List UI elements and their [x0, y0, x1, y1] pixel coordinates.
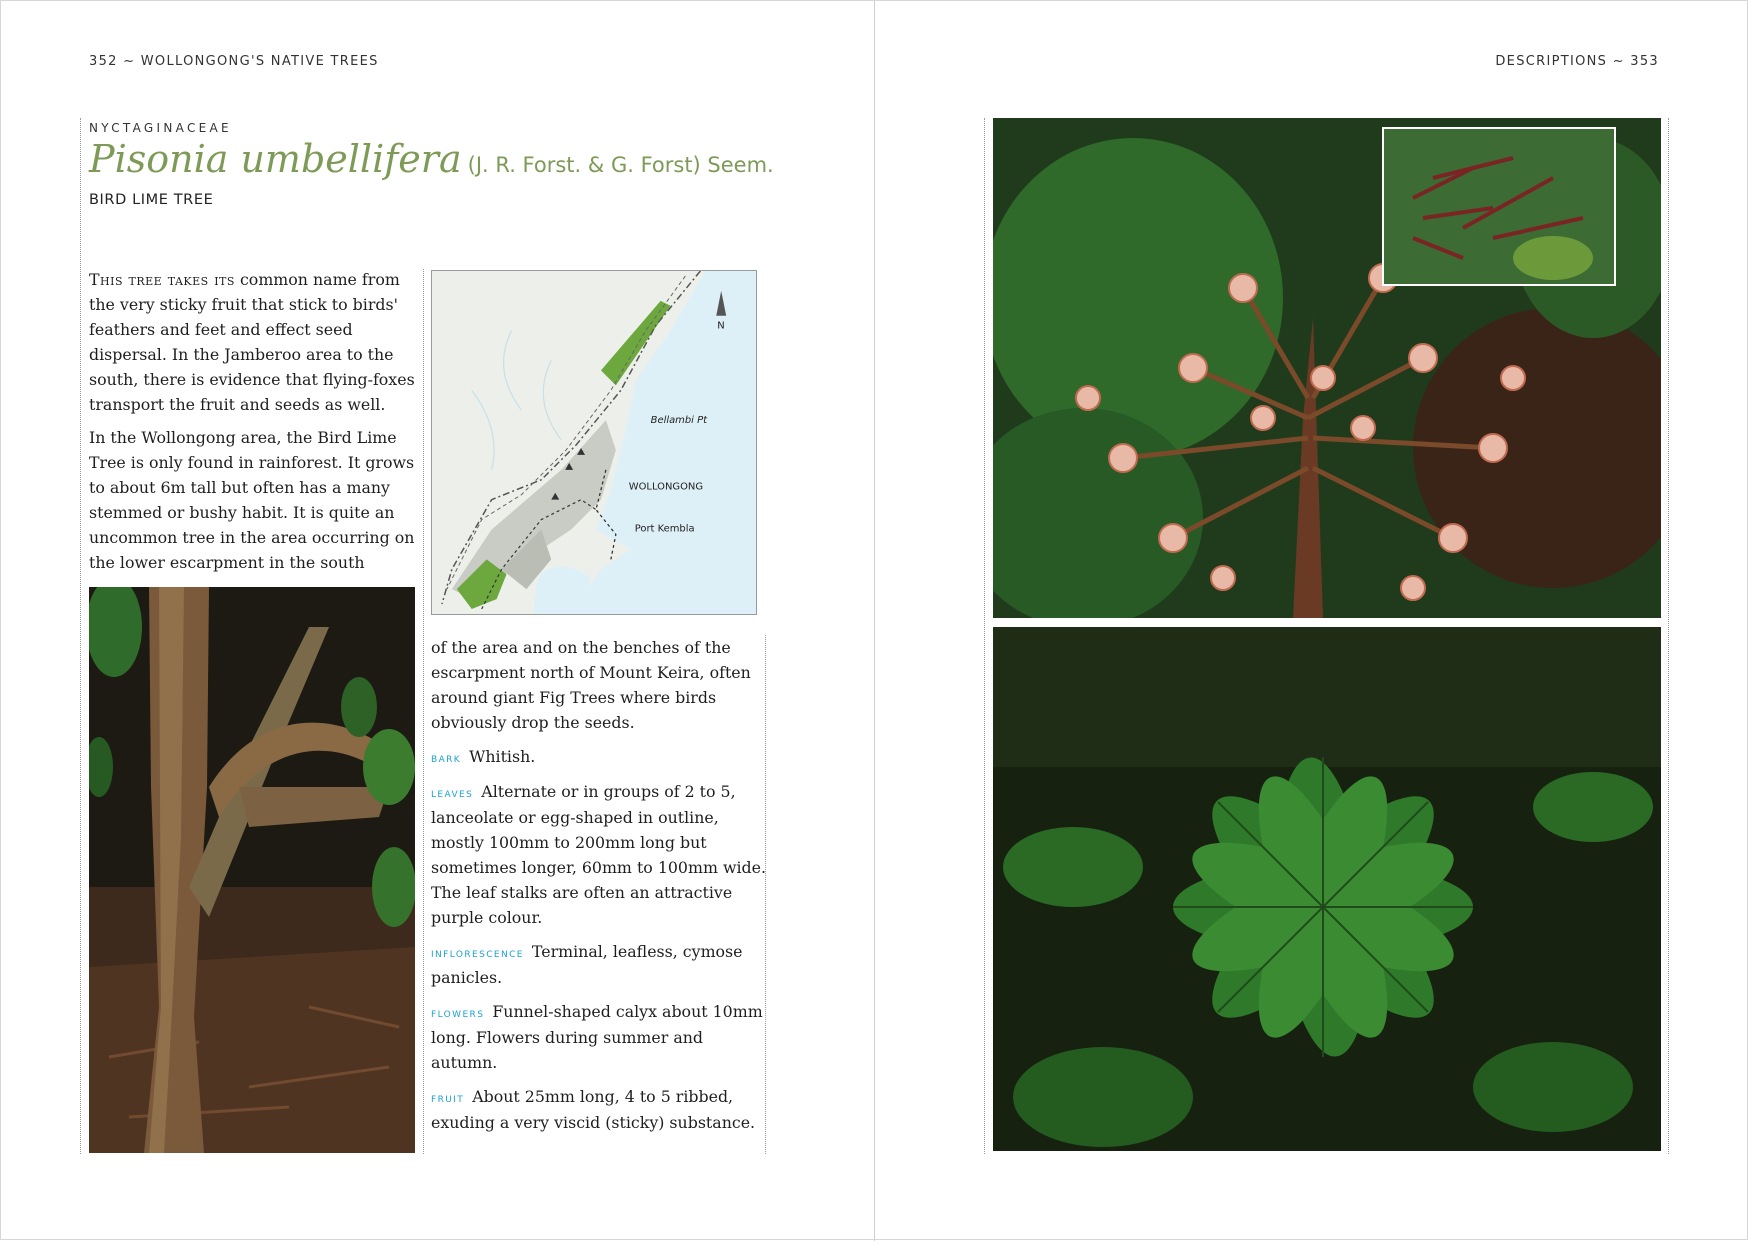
- term-flowers: flowers: [431, 1005, 485, 1020]
- species-title: [89, 137, 774, 181]
- scientific-name: Pisonia umbellifera: [89, 137, 462, 181]
- text-inflorescence: Terminal, leafless, cymose panicles.: [431, 942, 743, 987]
- term-bark: bark: [431, 750, 462, 765]
- term-fruit: fruit: [431, 1090, 465, 1105]
- running-head-right: DESCRIPTIONS ~ 353: [1495, 54, 1659, 69]
- map-label-bellambi: Bellambi Pt: [650, 415, 707, 427]
- habitat-paragraph: In the Wollongong area, the Bird Lime Tree is only found in rainforest. It grows to about 6m tall but often has a many stemmed or bushy habit. It is quite an uncommon tree in the area occurring on the lower escarpment in the south: [89, 428, 415, 572]
- text-flowers: Funnel-shaped calyx about 10mm long. Flowers during summer and autumn.: [431, 1002, 763, 1072]
- text-bark: Whitish.: [469, 747, 536, 766]
- map-label-port-kembla: Port Kembla: [634, 523, 695, 535]
- species-author: (J. R. Forst. & G. Forst) Seem.: [467, 153, 774, 177]
- north-label: N: [717, 320, 725, 332]
- description-inflorescence: [431, 939, 766, 990]
- term-inflorescence: inflorescence: [431, 945, 524, 960]
- distribution-map: [431, 270, 757, 615]
- habitat-paragraph-continued: of the area and on the benches of the escarpment north of Mount Keira, often around giant Fig Trees where birds obviously drop the seeds.: [431, 638, 751, 732]
- gutter: [874, 1, 875, 1241]
- description-bark: [431, 744, 766, 770]
- column-divider-rule: [423, 269, 424, 1154]
- common-name: BIRD LIME TREE: [89, 192, 214, 208]
- text-column-2: [431, 635, 766, 1144]
- term-leaves: leaves: [431, 785, 474, 800]
- right-page-left-rule: [984, 118, 985, 1154]
- intro-text: common name from the very sticky fruit that stick to birds' feathers and feet and effect seed dispersal. In the Jamberoo area to the south, there is evidence that flying-foxes transport the fruit and seeds as well.: [89, 270, 415, 414]
- foliage-photo: [993, 627, 1661, 1151]
- running-head-left: 352 ~ WOLLONGONG'S NATIVE TREES: [89, 54, 379, 69]
- left-margin-rule: [80, 118, 81, 1154]
- map-label-wollongong: WOLLONGONG: [628, 481, 704, 493]
- text-column-1: [89, 267, 417, 583]
- intro-paragraph: [89, 267, 417, 417]
- right-page-right-rule: [1668, 118, 1669, 1154]
- intro-lead-in: This tree takes its: [89, 270, 235, 289]
- flower-cluster-photo: [993, 118, 1661, 618]
- description-fruit: [431, 1084, 766, 1135]
- description-leaves: [431, 779, 766, 930]
- family-name: NYCTAGINACEAE: [89, 121, 232, 135]
- text-fruit: About 25mm long, 4 to 5 ribbed, exuding a very viscid (sticky) substance.: [431, 1087, 756, 1132]
- text-leaves: Alternate or in groups of 2 to 5, lanceolate or egg-shaped in outline, mostly 100mm to 200mm long but sometimes longer, 60mm to 100mm wide. The leaf stalks are often an attractive purple colour.: [431, 782, 767, 927]
- description-flowers: [431, 999, 766, 1075]
- trunk-photo: [89, 587, 415, 1153]
